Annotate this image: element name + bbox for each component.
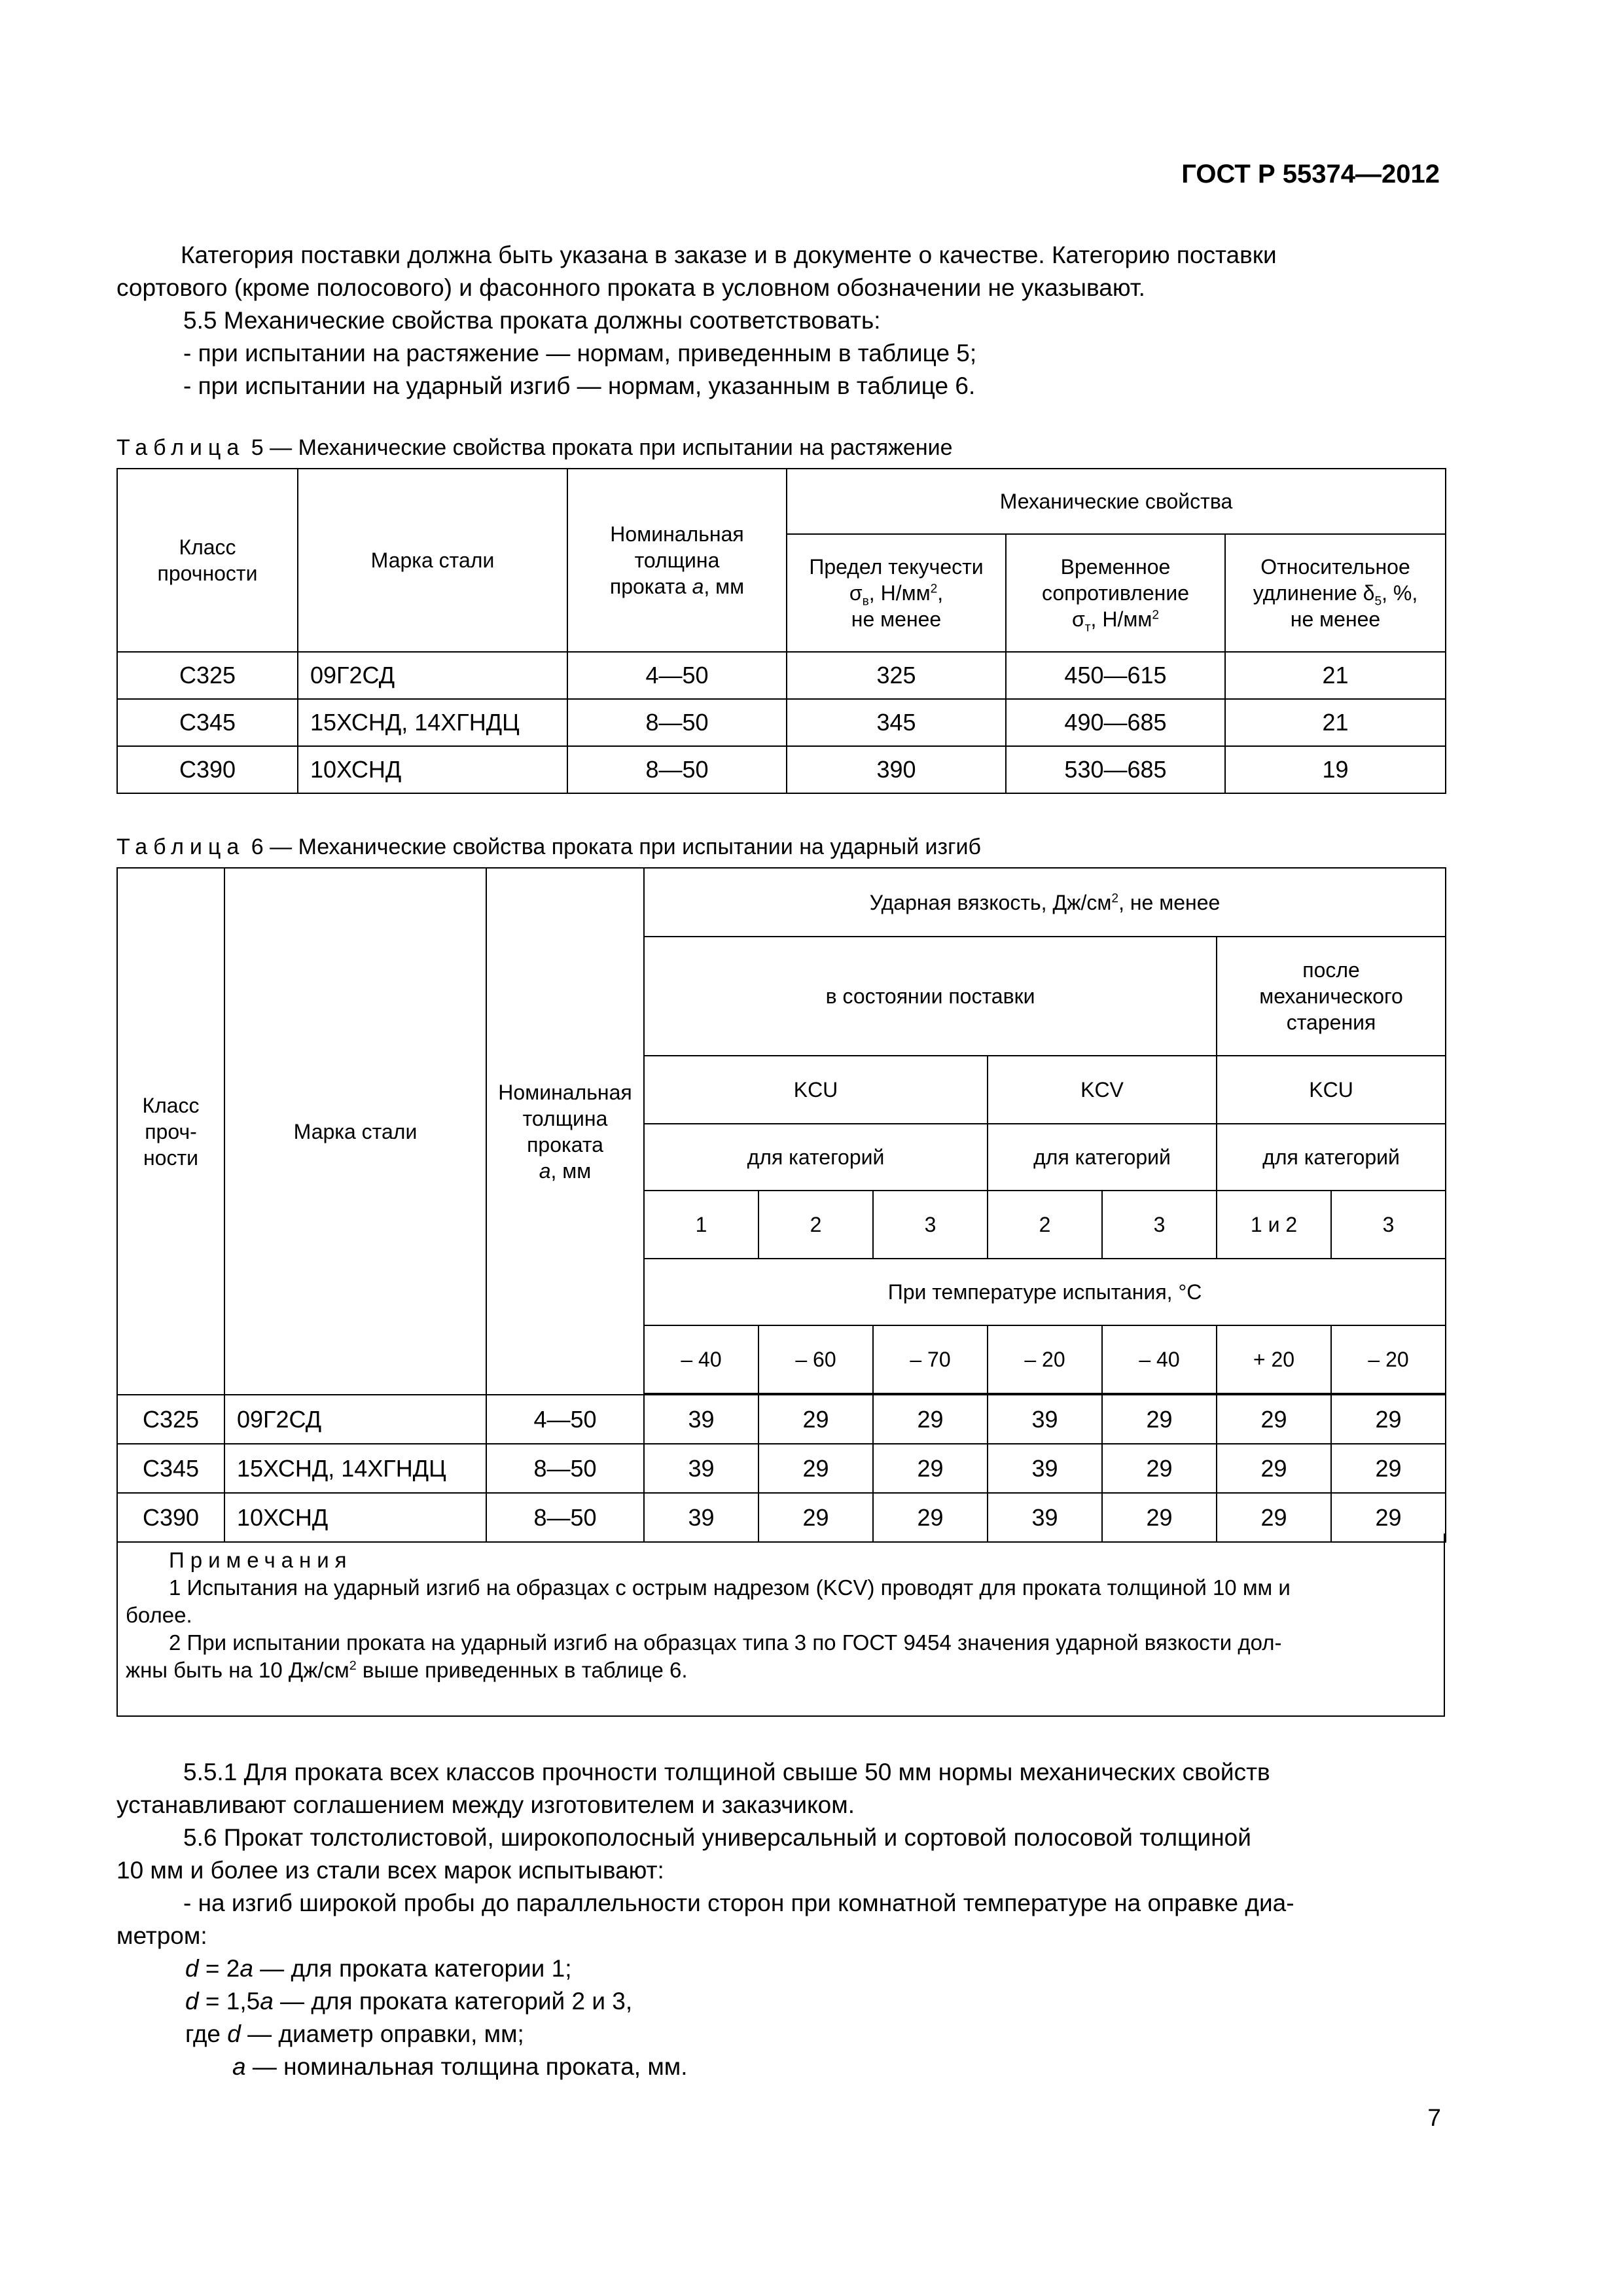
table6-header-kcv: KCV xyxy=(988,1056,1217,1124)
caption-title: 5 — Механические свойства проката при испытании на растяжение xyxy=(251,435,953,460)
page-number: 7 xyxy=(1427,2104,1441,2131)
table5-header-thickness: Номинальная толщина проката а, мм xyxy=(567,469,787,652)
note-2: 2 При испытании проката на ударный изгиб на образцах типа 3 по ГОСТ 9454 значения ударной вязкости дол- xyxy=(169,1630,1282,1655)
notes-title: Примечания xyxy=(169,1548,353,1572)
table-row: С325 09Г2СД 4—50 39 29 29 39 29 29 29 xyxy=(117,1395,1446,1444)
paragraph-line: сортового (кроме полосового) и фасонного проката в условном обозначении не указывают. xyxy=(116,274,1145,301)
table6-temperature-row: – 40 – 60 – 70 – 20 – 40 + 20 – 20 xyxy=(117,1325,1446,1393)
table6-header-categories: для категорий xyxy=(988,1124,1217,1191)
table6-header-categories: для категорий xyxy=(1217,1124,1446,1191)
table6-header-delivery: в состоянии поставки xyxy=(644,937,1217,1056)
formula-category-2-3: d = 1,5a — для проката категорий 2 и 3, xyxy=(185,1988,633,2015)
table5-header-mechanical: Механические свойства xyxy=(787,469,1446,534)
clause-5-5-1: 5.5.1 Для проката всех классов прочности толщиной свыше 50 мм нормы механических свойств xyxy=(183,1759,1270,1785)
paragraph-line: Категория поставки должна быть указана в заказе и в документе о качестве. Категорию поставки xyxy=(181,242,1277,268)
caption-label: Таблица xyxy=(116,435,245,460)
table5-header-yield: Предел текучести $\sigma_в$, $Н/мм^2$, не менее xyxy=(787,534,1006,652)
list-item: - при испытании на растяжение — нормам, приведенным в таблице 5; xyxy=(183,340,977,367)
formula-category-1: d = 2a — для проката категории 1; xyxy=(185,1955,572,1982)
table6-header-aging: после механического старения xyxy=(1217,937,1446,1056)
table6-header-categories: для категорий xyxy=(644,1124,988,1191)
clause-5-6: 5.6 Прокат толстолистовой, широкополосный универсальный и сортовой полосовой толщиной xyxy=(183,1824,1251,1851)
table-row: С390 10ХСНД 8—50 39 29 29 39 29 29 29 xyxy=(117,1493,1446,1542)
table6-header-kcu: KCU xyxy=(644,1056,988,1124)
table6-category-row: 1 2 3 2 3 1 и 2 3 xyxy=(117,1191,1446,1259)
where-a: a — номинальная толщина проката, мм. xyxy=(232,2053,688,2080)
table6-header-class: Класс проч- ности xyxy=(117,868,224,1395)
table6-caption xyxy=(116,834,981,860)
paragraph-line: устанавливают соглашением между изготовителем и заказчиком. xyxy=(116,1791,855,1818)
table6 xyxy=(116,867,1446,1543)
note-1: 1 Испытания на ударный изгиб на образцах с острым надрезом (KCV) проводят для проката толщиной 10 мм и xyxy=(169,1575,1291,1600)
table5-header-elongation: Относительное удлинение $\delta_5$, %, не менее xyxy=(1225,534,1446,652)
list-item: - на изгиб широкой пробы до параллельности сторон при комнатной температуре на оправке диа- xyxy=(183,1890,1294,1916)
table5-header-grade: Марка стали xyxy=(298,469,567,652)
list-item: - при испытании на ударный изгиб — нормам, указанным в таблице 6. xyxy=(183,372,976,399)
table5 xyxy=(116,468,1446,794)
table6-notes xyxy=(116,1534,1445,1717)
table5-header-tensile: Временное сопротивление $\sigma_т$, $Н/мм^2$ xyxy=(1006,534,1225,652)
table-row: С390 10ХСНД 8—50 390 530—685 19 xyxy=(117,746,1446,793)
table6-header-impact: Ударная вязкость, $Дж/см^2$, не менее xyxy=(644,868,1446,937)
table-row: С325 09Г2СД 4—50 325 450—615 21 xyxy=(117,652,1446,699)
table-row: С345 15ХСНД, 14ХГНДЦ 8—50 39 29 29 39 29 29 29 xyxy=(117,1444,1446,1493)
table6-header-kcu-aged: KCU xyxy=(1217,1056,1446,1124)
table5-caption xyxy=(116,435,953,461)
table6-header-temperature: При температуре испытания, °С xyxy=(644,1259,1446,1325)
document-code: ГОСТ Р 55374—2012 xyxy=(1181,160,1440,188)
table-row: С345 15ХСНД, 14ХГНДЦ 8—50 345 490—685 21 xyxy=(117,699,1446,746)
table6-header-grade: Марка стали xyxy=(224,868,486,1395)
note-1-cont: более. xyxy=(126,1603,192,1627)
paragraph-line: метром: xyxy=(116,1922,207,1949)
table6-header-thickness: Номинальная толщина проката а, мм xyxy=(486,868,644,1395)
caption-title: 6 — Механические свойства проката при испытании на ударный изгиб xyxy=(251,834,981,859)
caption-label: Таблица xyxy=(116,834,245,859)
note-2-cont: жны быть на 10 $Дж/см^2$ выше приведенных в таблице 6. xyxy=(126,1658,688,1682)
where-d: где d — диаметр оправки, мм; xyxy=(185,2020,524,2047)
paragraph-line: 10 мм и более из стали всех марок испытывают: xyxy=(116,1857,664,1884)
table5-header-class: Класс прочности xyxy=(117,469,298,652)
clause-5-5: 5.5 Механические свойства проката должны соответствовать: xyxy=(183,307,881,334)
